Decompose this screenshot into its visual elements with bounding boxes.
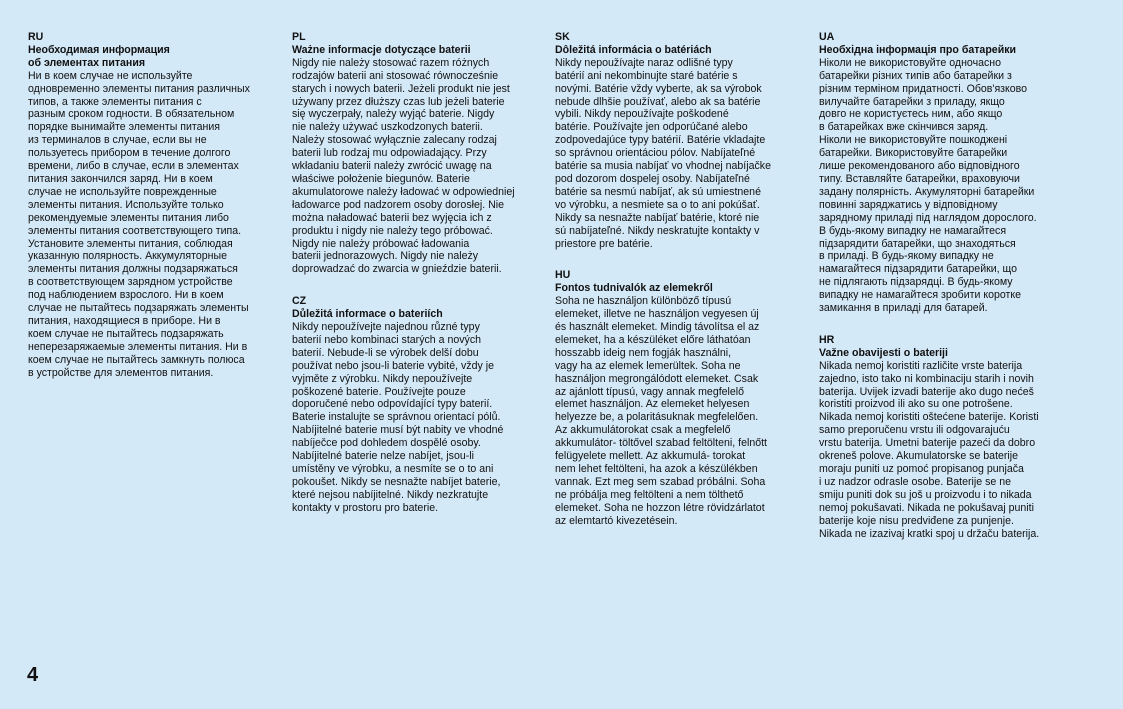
section-hr — [819, 334, 1081, 541]
section-text-hr: Nikada nemoj koristiti različite vrste baterija zajedno, isto tako ni kombinaciju starih i novih baterija. Uvijek izvadi baterije ako dugo nećeš koristiti proizvod ili ako su one potrošene. Nikada nemoj koristiti oštećene baterije. Koristi samo preporučenu vrstu ili odgovarajuću vrstu baterija. Umetni baterije pazeći da dobro okreneš polove. Akumulatorske se baterije moraju puniti uz pomoć propisanog punjača i uz nadzor odrasle osobe. Baterije se ne smiju puniti dok su još u proizvodu i to nikada nemoj pokušavati. Nikada ne pokušavaj puniti baterije koje nisu predviđene za punjenje. Nikada ne izazivaj kratki spoj u držaču baterija. — [819, 359, 1040, 540]
section-heading-cz: Důležitá informace o bateriích — [292, 308, 443, 321]
language-code-ua: UA — [819, 31, 835, 43]
section-text-ua: Ніколи не використовуйте одночасно батарейки різних типів або батарейки з різним терміном придатності. Обов'язково вилучайте батарейки з приладу, якщо довго не користуєтесь ним, або якщо в батарейках вже скінчився заряд. Ніколи не використовуйте пошкоджені батарейки. Використовуйте батарейки лише рекомендованого або відповідного типу. Вставляйте батарейки, враховуючи задану полярність. Акумуляторні батарейки повинні заряджатись у відповідному зарядному приладі під наглядом дорослого. В будь-якому випадку не намагайтеся підзарядити батарейки, що знаходяться в приладі. В будь-якому випадку не намагайтеся підзарядити батарейки, що не підлягають підзарядці. В будь-якому випадку не намагайтеся зробити коротке замикання в приладі для батарей. — [819, 56, 1037, 315]
section-text-ru: Ни в коем случае не используйте одновременно элементы питания различных типов, а также элементы питания с разным сроком годности. В обязательном порядке вынимайте элементы питания из терминалов в случае, если вы не пользуетесь прибором в течение долгого времени, либо в случае, если в элементах питания закончился заряд. Ни в коем случае не используйте поврежденные элементы питания. Используйте только рекомендуемые элементы питания либо элементы питания соответствующего типа. Установите элементы питания, соблюдая указанную полярность. Аккумуляторные элементы питания должны подзаряжаться в соответствующем зарядном устройстве под наблюдением взрослого. Ни в коем случае не пытайтесь подзаряжать элементы питания, находящиеся в приборе. Ни в коем случае не пытайтесь подзаряжать неперезаряжаемые элементы питания. Ни в коем случае не пытайтесь замкнуть полюса в устройстве для элементов питания. — [28, 69, 250, 379]
section-text-sk: Nikdy nepoužívajte naraz odlišné typy batérií ani nekombinujte staré batérie s novými. Batérie vždy vyberte, ak sa výrobok nebude dlhšie používať, alebo ak sa batérie vybili. Nikdy nepoužívajte poškodené batérie. Používajte jen odporúčané alebo zodpovedajúce typy batérií. Batérie vkladajte so správnou orientáciou pólov. Nabíjateľné batérie sa musia nabíjať vo vhodnej nabíjačke pod dozorom dospelej osoby. Nabíjateľné batérie sa nesmú nabíjať, ak sú umiestnené vo výrobku, a nesmiete sa o to ani pokúšať. Nikdy sa nesnažte nabíjať batérie, ktoré nie sú nabíjateľné. Nikdy neskratujte kontakty v priestore pre batérie. — [555, 56, 771, 250]
section-ua — [819, 31, 1081, 315]
section-sk — [555, 31, 817, 250]
language-code-hr: HR — [819, 333, 835, 346]
section-ru — [28, 31, 290, 379]
column-1 — [28, 31, 290, 398]
language-code-sk: SK — [555, 31, 570, 43]
section-heading-ua: Необхідна інформація про батарейки — [819, 43, 1017, 56]
language-code-pl: PL — [292, 31, 306, 43]
section-heading-hr: Važne obavijesti o bateriji — [819, 346, 948, 359]
section-cz — [292, 295, 554, 514]
section-heading-ru: Необходимая информация об элементах питания — [28, 43, 170, 69]
section-text-pl: Nigdy nie należy stosować razem różnych rodzajów baterii ani stosować równocześnie starych i nowych baterii. Jeżeli produkt nie jest używany przez dłuższy czas lub jeżeli baterie się wyczerpały, należy wyjąć baterie. Nigdy nie należy używać uszkodzonych baterii. Należy stosować wyłącznie zalecany rodzaj baterii lub rodzaj mu odpowiadający. Przy wkładaniu baterii należy zwrócić uwagę na właściwe położenie biegunów. Baterie akumulatorowe należy ładować w odpowiedniej ładowarce pod nadzorem osoby dorosłej. Nie można naładować baterii bez wyjęcia ich z produktu i nigdy nie należy tego próbować. Nigdy nie należy próbować ładowania baterii jednorazowych. Nigdy nie należy doprowadzać do zwarcia w gnieździe baterii. — [292, 56, 515, 276]
section-text-cz: Nikdy nepoužívejte najednou různé typy baterií nebo kombinaci starých a nových baterií. Nebude-li se výrobek delší dobu používat nebo jsou-li baterie vybité, vždy je vyjměte z výrobku. Nikdy nepoužívejte poškozené baterie. Používejte pouze doporučené nebo odpovídající typy baterií. Baterie instalujte se správnou orientací pólů. Nabíjitelné baterie musí být nabity ve vhodné nabíječce pod dohledem dospělé osoby. Nabíjitelné baterie nelze nabíjet, jsou-li umístěny ve výrobku, a nesmíte se o to ani pokoušet. Nikdy se nesnažte nabíjet baterie, které nejsou nabíjitelné. Nikdy nezkratujte kontakty v prostoru pro baterie. — [292, 321, 504, 514]
column-3 — [555, 31, 817, 547]
section-heading-sk: Dôležitá informácia o batériách — [555, 43, 712, 56]
section-heading-hu: Fontos tudnivalók az elemekről — [555, 282, 713, 295]
column-2 — [292, 31, 554, 534]
language-code-ru: RU — [28, 31, 44, 43]
language-code-cz: CZ — [292, 295, 307, 308]
section-pl — [292, 31, 554, 276]
page-number: 4 — [27, 664, 39, 686]
column-4 — [819, 31, 1081, 559]
section-text-hu: Soha ne használjon különböző típusú elemeket, illetve ne használjon vegyesen új és használt elemeket. Mindig távolítsa el az elemeket, ha a készüléket előre láthatóan hosszabb ideig nem fogják használni, vagy ha az elemek lemerültek. Soha ne használjon megrongálódott elemeket. Csak az ajánlott típusú, vagy annak megfelelő elemet használjon. Az elemeket helyesen helyezze be, a polaritásuknak megfelelően. Az akkumulátorokat csak a megfelelő akkumulátor- töltővel szabad feltölteni, felnőtt felügyelete mellett. Az akkumulá- torokat nem lehet feltölteni, ha azok a készülékben vannak. Ezt meg sem szabad próbálni. Soha ne próbálja meg feltölteni a nem tölthető elemeket. Soha ne hozzon létre rövidzárlatot az elemtartó kivezetésein. — [555, 295, 767, 527]
section-heading-pl: Ważne informacje dotyczące baterii — [292, 43, 471, 56]
section-hu — [555, 269, 817, 527]
language-code-hu: HU — [555, 269, 571, 282]
